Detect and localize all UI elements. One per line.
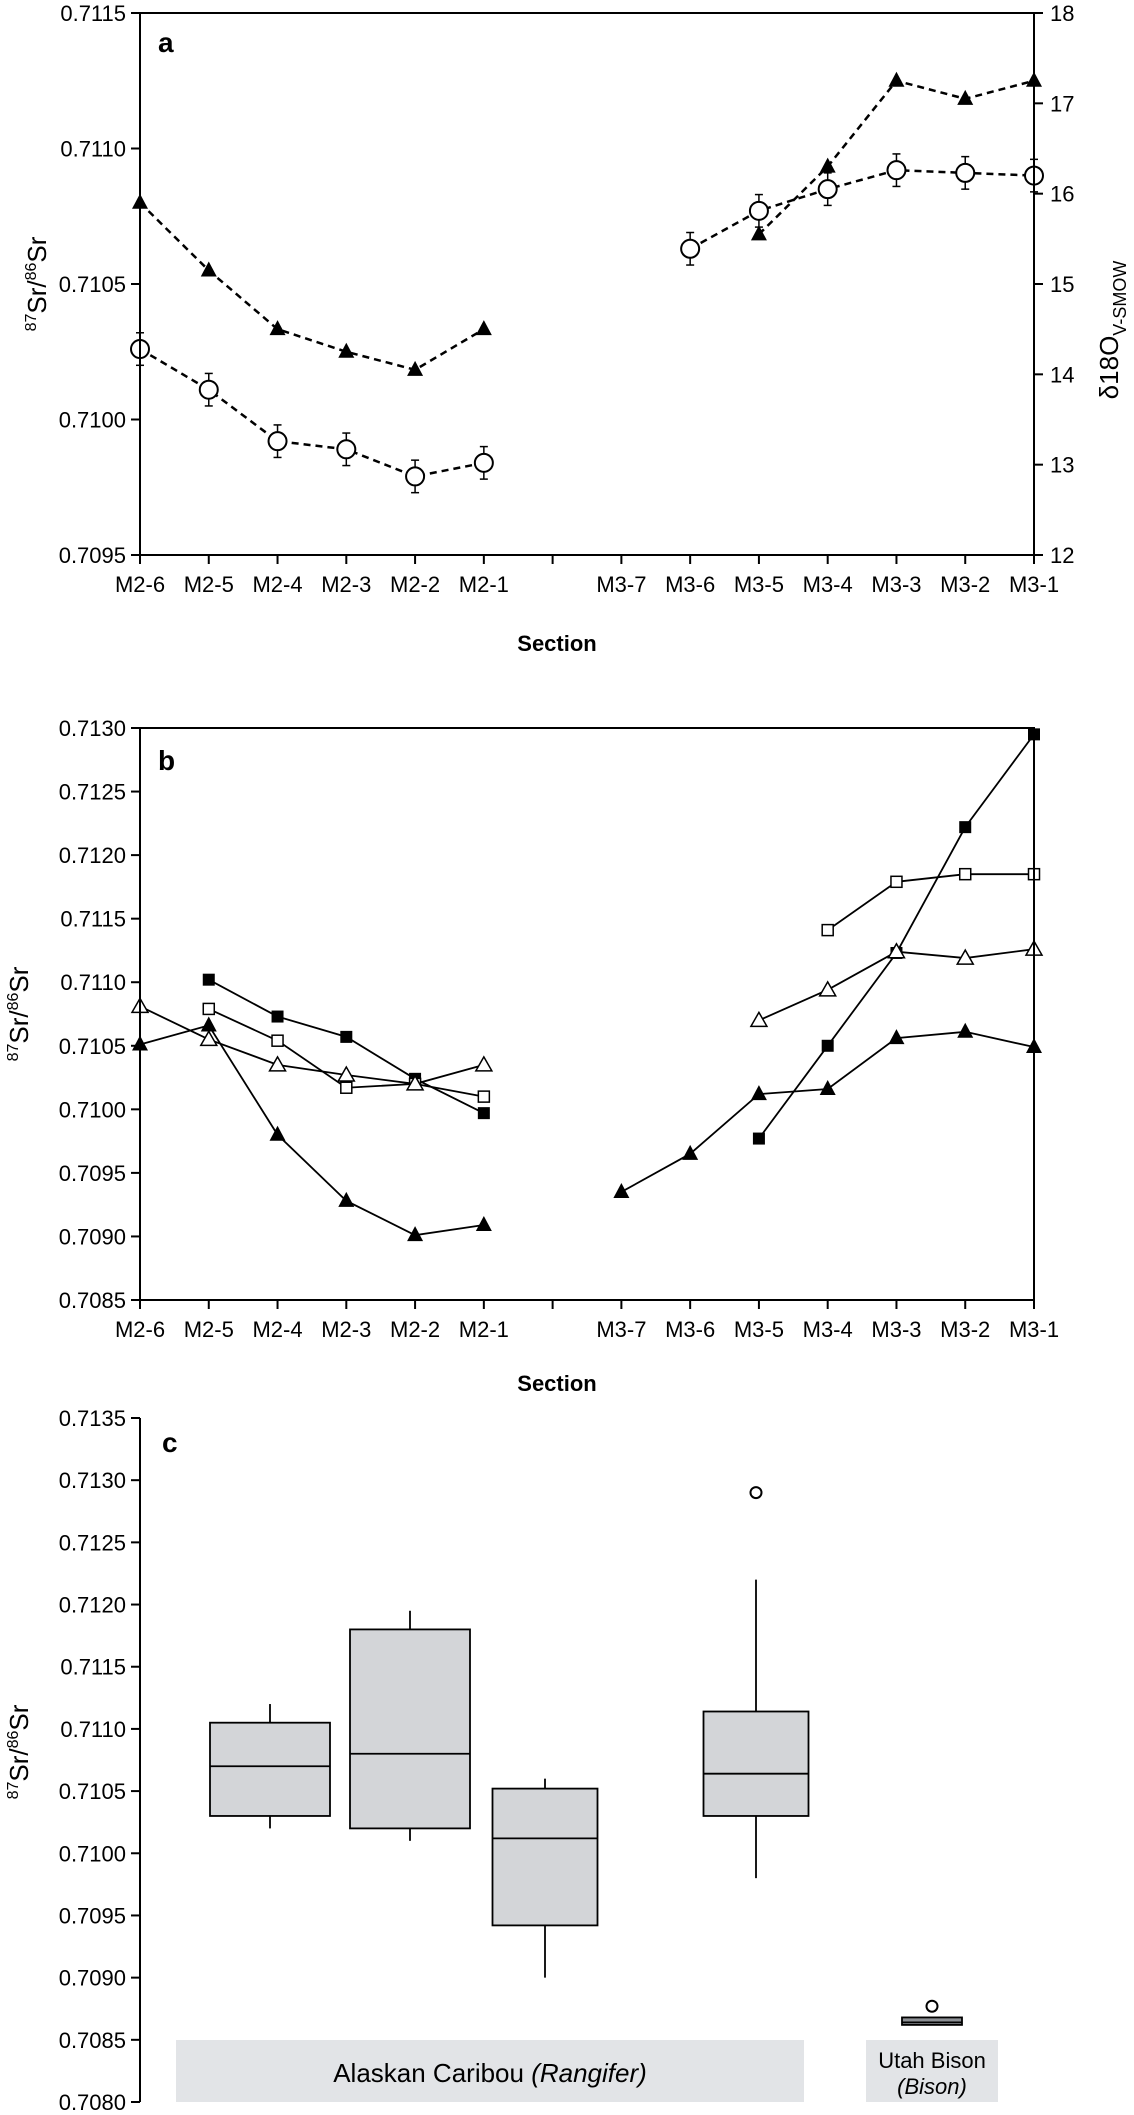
box-2-body xyxy=(493,1789,598,1926)
b-ytick-label: 0.7125 xyxy=(58,779,126,805)
a-point-open-circle xyxy=(337,440,355,458)
panel-b-label: b xyxy=(158,745,176,776)
a-xtick-label: M2-6 xyxy=(114,572,166,597)
b-point-open-triangle xyxy=(751,1012,767,1026)
b-point-filled-square xyxy=(340,1031,352,1043)
a-y2tick-label: 13 xyxy=(1050,452,1075,478)
box-4-outlier xyxy=(927,2001,938,2012)
b-point-filled-triangle xyxy=(751,1085,767,1100)
c-ytick-label: 0.7130 xyxy=(58,1468,126,1494)
group-sublabel-bison: (Bison) xyxy=(897,2074,967,2099)
b-ytick-label: 0.7095 xyxy=(58,1160,126,1186)
a-xtick-label: M2-4 xyxy=(252,572,303,597)
b-point-filled-square xyxy=(203,974,215,986)
a-ytick-label: 0.7100 xyxy=(58,407,126,433)
group-label-caribou: Alaskan Caribou (Rangifer) xyxy=(333,2058,647,2088)
a-xtick-label: M3-2 xyxy=(940,572,991,597)
b-series-3-line xyxy=(621,1032,1034,1192)
b-point-open-square xyxy=(341,1082,352,1093)
c-ytick-label: 0.7105 xyxy=(58,1779,126,1805)
b-point-filled-triangle xyxy=(338,1192,354,1207)
a-y2tick-label: 18 xyxy=(1050,1,1075,26)
b-point-filled-triangle xyxy=(820,1080,836,1095)
a-y2tick-label: 12 xyxy=(1050,543,1075,568)
a-point-filled-triangle xyxy=(476,320,492,335)
c-ytick-label: 0.7090 xyxy=(58,1965,126,1991)
c-ytick-label: 0.7080 xyxy=(58,2090,126,2115)
a-xtick-label: M3-4 xyxy=(802,572,853,597)
b-xtick-label: M3-4 xyxy=(802,1317,853,1342)
a-point-filled-triangle xyxy=(270,320,286,335)
box-4-body xyxy=(902,2017,962,2024)
group-label-bison: Utah Bison xyxy=(878,2048,986,2073)
b-xtick-label: M2-2 xyxy=(390,1317,441,1342)
a-point-open-circle xyxy=(750,202,768,220)
a-xtick-label: M3-3 xyxy=(871,572,922,597)
b-series-2-line xyxy=(759,949,1034,1020)
b-series-3-line xyxy=(140,1025,484,1235)
a-xtick-label: M3-1 xyxy=(1008,572,1060,597)
b-ytick-label: 0.7090 xyxy=(58,1224,126,1250)
a-ytick-label: 0.7095 xyxy=(58,543,126,568)
a-point-filled-triangle xyxy=(888,72,904,87)
a-y2tick-label: 16 xyxy=(1050,181,1075,207)
b-ytick-label: 0.7130 xyxy=(58,716,126,741)
b-point-open-square xyxy=(822,925,833,936)
b-ytick-label: 0.7115 xyxy=(60,906,126,932)
a-y2tick-label: 17 xyxy=(1050,91,1075,117)
panel-a-xlabel: Section xyxy=(517,631,597,656)
b-point-filled-triangle xyxy=(201,1016,217,1031)
b-xtick-label: M3-7 xyxy=(596,1317,647,1342)
b-ytick-label: 0.7110 xyxy=(60,970,126,996)
a-point-open-circle xyxy=(200,381,218,399)
b-xtick-label: M3-5 xyxy=(733,1317,784,1342)
panel-a-y2label: $\delta 18O_{V-SMOW}$ xyxy=(1094,260,1130,400)
c-ytick-label: 0.7085 xyxy=(58,2027,126,2053)
a-series-0-line xyxy=(140,349,484,476)
b-point-filled-triangle xyxy=(270,1126,286,1141)
a-xtick-label: M2-2 xyxy=(390,572,441,597)
c-ytick-label: 0.7135 xyxy=(58,1406,126,1431)
b-xtick-label: M3-2 xyxy=(940,1317,991,1342)
b-point-open-square xyxy=(203,1003,214,1014)
c-ytick-label: 0.7100 xyxy=(58,1841,126,1867)
b-xtick-label: M2-5 xyxy=(183,1317,234,1342)
b-xtick-label: M2-4 xyxy=(252,1317,303,1342)
a-point-open-circle xyxy=(956,164,974,182)
b-series-2-line xyxy=(140,1006,484,1084)
a-point-filled-triangle xyxy=(957,90,973,105)
panel-b-xlabel: Section xyxy=(517,1371,597,1396)
b-point-filled-triangle xyxy=(613,1183,629,1198)
b-xtick-label: M3-3 xyxy=(871,1317,922,1342)
panel-a-frame xyxy=(140,13,1034,555)
panel-c-label: c xyxy=(162,1427,178,1458)
panel-c xyxy=(4,1406,998,2115)
b-point-open-triangle xyxy=(270,1057,286,1071)
a-xtick-label: M3-6 xyxy=(665,572,716,597)
c-ytick-label: 0.7120 xyxy=(58,1592,126,1618)
a-point-open-circle xyxy=(681,240,699,258)
panel-a-ylabel: $^{87}$Sr/$^{86}$Sr xyxy=(22,236,52,332)
b-point-open-square xyxy=(891,876,902,887)
a-xtick-label: M3-7 xyxy=(596,572,647,597)
b-point-filled-triangle xyxy=(476,1216,492,1231)
a-point-filled-triangle xyxy=(751,225,767,240)
c-ytick-label: 0.7125 xyxy=(58,1530,126,1556)
b-point-filled-square xyxy=(753,1133,765,1145)
a-y2tick-label: 14 xyxy=(1050,362,1075,388)
a-ytick-label: 0.7115 xyxy=(60,1,126,26)
b-xtick-label: M2-6 xyxy=(114,1317,166,1342)
b-point-open-triangle xyxy=(820,982,836,996)
b-point-filled-triangle xyxy=(682,1145,698,1160)
b-point-filled-triangle xyxy=(888,1029,904,1044)
b-point-open-square xyxy=(960,869,971,880)
a-xtick-label: M3-5 xyxy=(733,572,784,597)
b-xtick-label: M3-6 xyxy=(665,1317,716,1342)
panel-c-ylabel: $^{87}$Sr/$^{86}$Sr xyxy=(4,1704,34,1800)
b-ytick-label: 0.7085 xyxy=(58,1288,126,1313)
c-ytick-label: 0.7115 xyxy=(60,1654,126,1680)
b-point-open-square xyxy=(272,1035,283,1046)
a-point-open-circle xyxy=(406,467,424,485)
b-point-open-square xyxy=(478,1091,489,1102)
b-point-open-triangle xyxy=(476,1057,492,1071)
b-ytick-label: 0.7100 xyxy=(58,1097,126,1123)
b-point-filled-triangle xyxy=(957,1023,973,1038)
a-xtick-label: M2-5 xyxy=(183,572,234,597)
panel-a xyxy=(22,1,1130,656)
c-ytick-label: 0.7110 xyxy=(60,1716,126,1742)
b-series-0-line xyxy=(759,734,1034,1138)
a-series-1-line xyxy=(140,203,484,370)
b-ytick-label: 0.7120 xyxy=(58,843,126,869)
panel-a-label: a xyxy=(158,27,174,58)
b-point-filled-square xyxy=(272,1011,284,1023)
b-xtick-label: M3-1 xyxy=(1008,1317,1060,1342)
a-xtick-label: M2-1 xyxy=(458,572,509,597)
box-3-outlier xyxy=(751,1487,762,1498)
a-point-open-circle xyxy=(269,432,287,450)
c-ytick-label: 0.7095 xyxy=(58,1903,126,1929)
a-ytick-label: 0.7110 xyxy=(60,136,126,162)
a-point-open-circle xyxy=(887,161,905,179)
b-xtick-label: M2-1 xyxy=(458,1317,509,1342)
a-point-filled-triangle xyxy=(820,158,836,173)
a-point-open-circle xyxy=(819,180,837,198)
b-point-filled-square xyxy=(478,1107,490,1119)
b-ytick-label: 0.7105 xyxy=(58,1033,126,1059)
b-point-filled-square xyxy=(959,821,971,833)
b-xtick-label: M2-3 xyxy=(321,1317,372,1342)
panel-b-ylabel: $^{87}$Sr/$^{86}$Sr xyxy=(4,966,34,1062)
a-xtick-label: M2-3 xyxy=(321,572,372,597)
a-y2tick-label: 15 xyxy=(1050,272,1075,297)
a-point-open-circle xyxy=(475,454,493,472)
box-0-body xyxy=(210,1723,330,1816)
box-1-body xyxy=(350,1629,470,1828)
a-ytick-label: 0.7105 xyxy=(58,272,126,297)
b-point-filled-square xyxy=(822,1040,834,1052)
panel-b xyxy=(4,716,1059,1396)
b-series-1-line xyxy=(828,874,1034,930)
box-3-body xyxy=(704,1711,809,1815)
a-series-0-line xyxy=(690,170,1034,249)
